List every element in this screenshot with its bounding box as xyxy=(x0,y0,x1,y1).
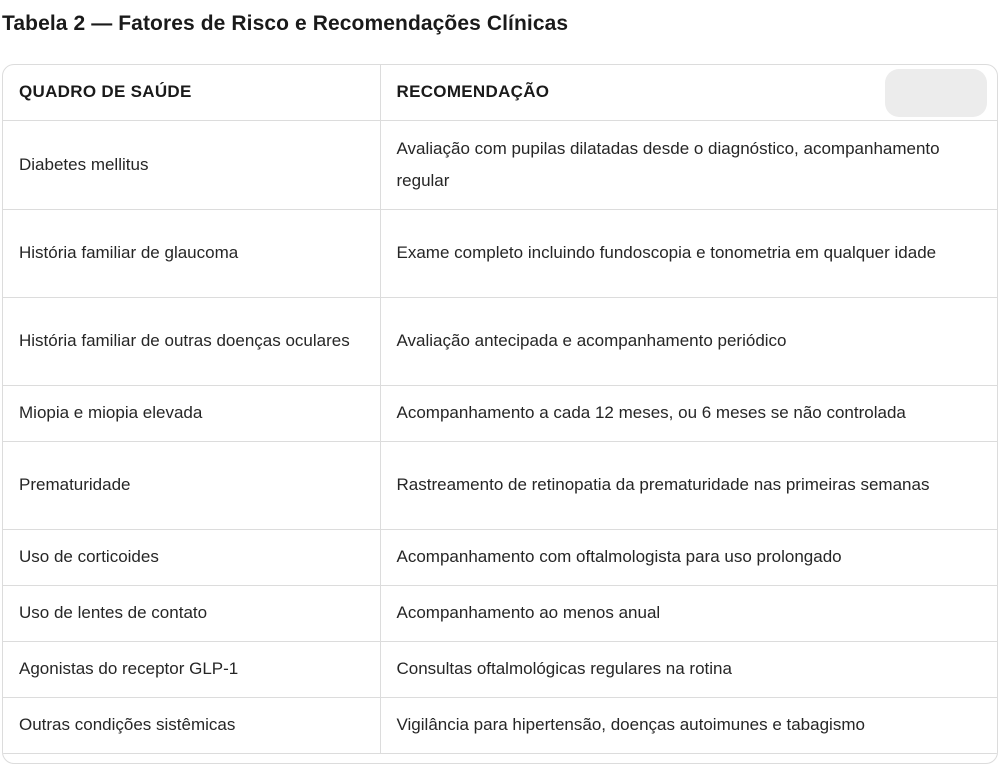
table-row xyxy=(3,585,997,641)
table-row xyxy=(3,441,997,529)
table-cell-condition: Prematuridade xyxy=(3,441,380,529)
table-row xyxy=(3,641,997,697)
column-header-recommendation-label: RECOMENDAÇÃO xyxy=(396,82,550,102)
table-row xyxy=(3,529,997,585)
table-row xyxy=(3,385,997,441)
table-cell-condition: Diabetes mellitus xyxy=(3,120,380,209)
table-cell-recommendation: Acompanhamento com oftalmologista para uso prolongado xyxy=(380,529,997,585)
table-header-row xyxy=(3,65,997,120)
table-cell-condition: Uso de corticoides xyxy=(3,529,380,585)
risk-factors-table xyxy=(2,64,998,764)
table-cell-condition: Outras condições sistêmicas xyxy=(3,697,380,753)
table-cell-recommendation: Acompanhamento ao menos anual xyxy=(380,585,997,641)
column-header-health-condition: QUADRO DE SAÚDE xyxy=(3,65,380,120)
table-cell-recommendation: Consultas oftalmológicas regulares na rotina xyxy=(380,641,997,697)
table-cell-condition: História familiar de outras doenças oculares xyxy=(3,297,380,385)
table-cell-recommendation: Avaliação antecipada e acompanhamento periódico xyxy=(380,297,997,385)
table-cell-recommendation: Exame completo incluindo fundoscopia e tonometria em qualquer idade xyxy=(380,209,997,297)
table-cell-recommendation: Rastreamento de retinopatia da prematuridade nas primeiras semanas xyxy=(380,441,997,529)
table-row xyxy=(3,697,997,753)
table-cell-recommendation: Acompanhamento a cada 12 meses, ou 6 meses se não controlada xyxy=(380,385,997,441)
table-cell-condition: Agonistas do receptor GLP-1 xyxy=(3,641,380,697)
table-cell-recommendation: Vigilância para hipertensão, doenças autoimunes e tabagismo xyxy=(380,697,997,753)
table-row xyxy=(3,297,997,385)
column-header-recommendation xyxy=(380,65,997,120)
table-row xyxy=(3,120,997,209)
table-title: Tabela 2 — Fatores de Risco e Recomendações Clínicas xyxy=(2,12,569,35)
data-table xyxy=(3,65,997,754)
table-cell-condition: Uso de lentes de contato xyxy=(3,585,380,641)
table-cell-condition: História familiar de glaucoma xyxy=(3,209,380,297)
table-cell-recommendation: Avaliação com pupilas dilatadas desde o diagnóstico, acompanhamento regular xyxy=(380,120,997,209)
table-row xyxy=(3,209,997,297)
table-cell-condition: Miopia e miopia elevada xyxy=(3,385,380,441)
copy-table-button[interactable] xyxy=(885,69,987,117)
